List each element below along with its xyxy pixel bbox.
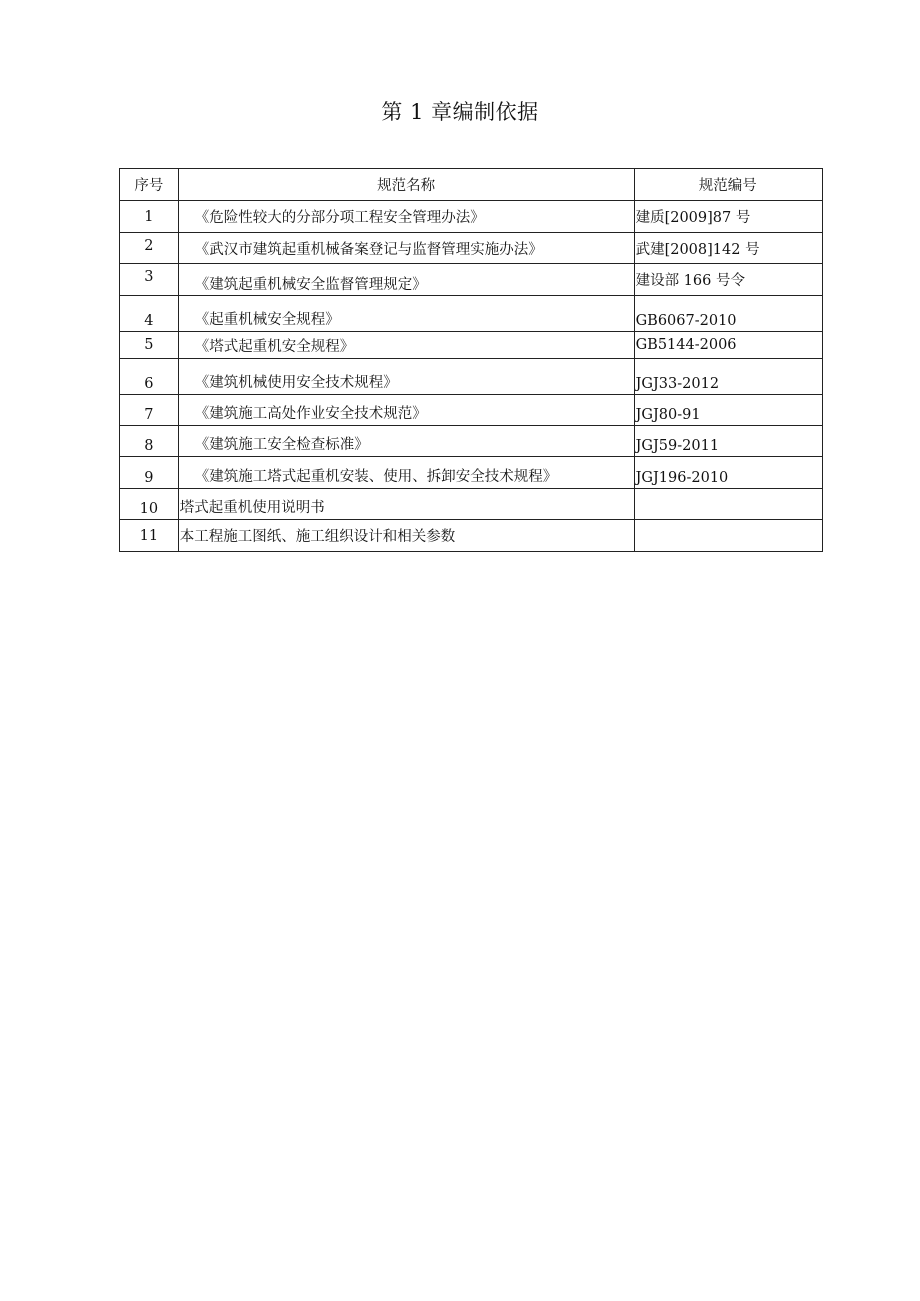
row-no: 10 — [120, 489, 179, 520]
row-code — [634, 489, 822, 520]
row-name: 《建筑施工塔式起重机安装、使用、拆卸安全技术规程》 — [178, 457, 634, 489]
row-name: 《建筑机械使用安全技术规程》 — [178, 359, 634, 395]
row-no: 6 — [120, 359, 179, 395]
row-code — [634, 520, 822, 552]
row-no: 3 — [120, 264, 179, 296]
row-no: 2 — [120, 233, 179, 264]
table-row — [120, 264, 823, 296]
table-row — [120, 201, 823, 233]
row-name: 《塔式起重机安全规程》 — [178, 332, 634, 359]
row-name: 塔式起重机使用说明书 — [178, 489, 634, 520]
table-row — [120, 296, 823, 332]
row-name: 本工程施工图纸、施工组织设计和相关参数 — [178, 520, 634, 552]
table-row — [120, 233, 823, 264]
row-no: 8 — [120, 426, 179, 457]
table-row — [120, 457, 823, 489]
table-row — [120, 395, 823, 426]
row-code: GB6067-2010 — [634, 296, 822, 332]
row-code: 建设部 166 号令 — [634, 264, 822, 296]
table-row — [120, 489, 823, 520]
row-no: 4 — [120, 296, 179, 332]
row-code: JGJ80-91 — [634, 395, 822, 426]
standards-table — [119, 168, 823, 552]
table-row — [120, 359, 823, 395]
row-name: 《建筑施工高处作业安全技术规范》 — [178, 395, 634, 426]
row-no: 1 — [120, 201, 179, 233]
row-no: 9 — [120, 457, 179, 489]
row-name: 《建筑施工安全检查标准》 — [178, 426, 634, 457]
header-name: 规范名称 — [178, 169, 634, 201]
row-code: JGJ196-2010 — [634, 457, 822, 489]
row-code: 武建[2008]142 号 — [634, 233, 822, 264]
table-row — [120, 332, 823, 359]
table-header-row — [120, 169, 823, 201]
page-title: 第 1 章编制依据 — [381, 100, 539, 124]
row-name: 《武汉市建筑起重机械备案登记与监督管理实施办法》 — [178, 233, 634, 264]
row-no: 11 — [120, 520, 179, 552]
row-no: 7 — [120, 395, 179, 426]
row-code: GB5144-2006 — [634, 332, 822, 359]
header-no: 序号 — [120, 169, 179, 201]
row-name: 《起重机械安全规程》 — [178, 296, 634, 332]
row-code: JGJ59-2011 — [634, 426, 822, 457]
row-code: 建质[2009]87 号 — [634, 201, 822, 233]
row-code: JGJ33-2012 — [634, 359, 822, 395]
table-row — [120, 426, 823, 457]
table-row — [120, 520, 823, 552]
header-code: 规范编号 — [634, 169, 822, 201]
row-name: 《建筑起重机械安全监督管理规定》 — [178, 264, 634, 296]
row-no: 5 — [120, 332, 179, 359]
row-name: 《危险性较大的分部分项工程安全管理办法》 — [178, 201, 634, 233]
